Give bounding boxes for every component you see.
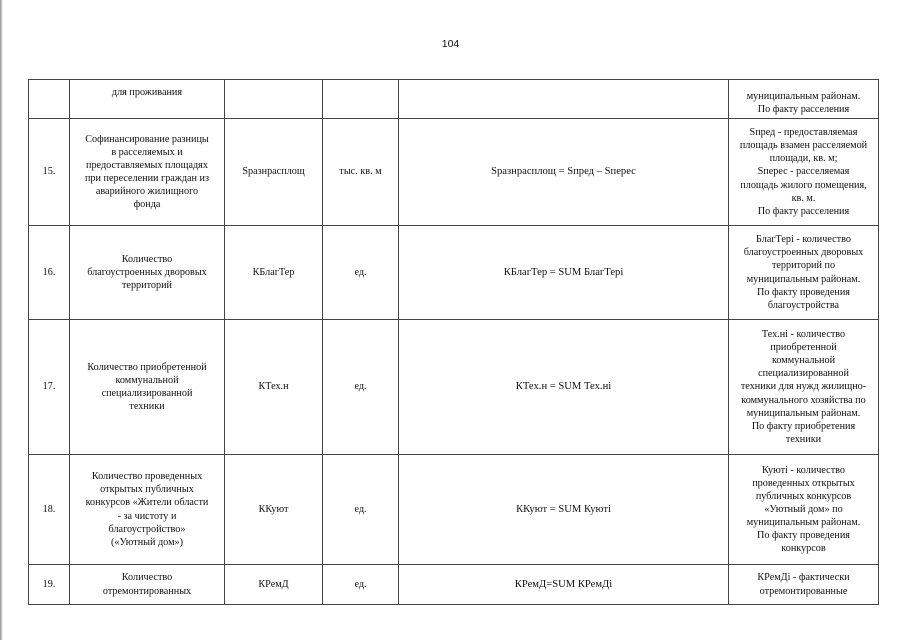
row-number: 19. <box>29 565 70 605</box>
indicator-unit: ед. <box>323 226 399 320</box>
indicator-symbol: КТех.н <box>225 320 323 455</box>
table-row <box>29 226 879 320</box>
indicator-table <box>28 79 879 605</box>
indicator-description: Куютi - количество проведенных открытых публичных конкурсов «Уютный дом» по муниципальным районам. По факту проведения конкурсов <box>729 455 879 565</box>
indicator-name: для проживания <box>70 80 225 119</box>
indicator-unit: ед. <box>323 565 399 605</box>
indicator-name: Количество отремонтированных <box>70 565 225 605</box>
indicator-unit <box>323 80 399 119</box>
indicator-unit: ед. <box>323 455 399 565</box>
scan-edge <box>0 0 3 640</box>
indicator-symbol: Sразнрасплощ <box>225 119 323 226</box>
indicator-name: Софинансирование разницы в расселяемых и предоставляемых площадях при переселении граждан из аварийного жилищного фонда <box>70 119 225 226</box>
indicator-name: Количество благоустроенных дворовых территорий <box>70 226 225 320</box>
indicator-description: Sпред - предоставляемая площадь взамен расселяемой площади, кв. м; Sперес - расселяемая площадь жилого помещения, кв. м. По факту расселения <box>729 119 879 226</box>
page-number: 104 <box>441 38 460 50</box>
indicator-formula: КБлагТер = SUM БлагТерi <box>399 226 729 320</box>
indicator-formula: КТех.н = SUM Тех.нi <box>399 320 729 455</box>
table-row <box>29 455 879 565</box>
indicator-symbol: КБлагТер <box>225 226 323 320</box>
row-number: 16. <box>29 226 70 320</box>
table-row <box>29 565 879 605</box>
row-number: 15. <box>29 119 70 226</box>
indicator-unit: ед. <box>323 320 399 455</box>
indicator-symbol: ККуют <box>225 455 323 565</box>
indicator-unit: тыс. кв. м <box>323 119 399 226</box>
indicator-symbol <box>225 80 323 119</box>
indicator-formula: КРемД=SUM КРемДi <box>399 565 729 605</box>
indicator-formula: Sразнрасплощ = Sпред – Sперес <box>399 119 729 226</box>
table-row <box>29 320 879 455</box>
indicator-description: Тех.нi - количество приобретенной коммунальной специализированной техники для нужд жилищно- коммунального хозяйства по муниципальным районам. По факту приобретения техники <box>729 320 879 455</box>
indicator-symbol: КРемД <box>225 565 323 605</box>
table-row <box>29 119 879 226</box>
indicator-formula <box>399 80 729 119</box>
indicator-name: Количество проведенных открытых публичных конкурсов «Жители области - за чистоту и благоустройство» («Уютный дом») <box>70 455 225 565</box>
row-number <box>29 80 70 119</box>
indicator-formula: ККуют = SUM Куютi <box>399 455 729 565</box>
indicator-description: БлагТерi - количество благоустроенных дворовых территорий по муниципальным районам. По факту проведения благоустройства <box>729 226 879 320</box>
row-number: 18. <box>29 455 70 565</box>
table-row <box>29 80 879 119</box>
indicator-name: Количество приобретенной коммунальной специализированной техники <box>70 320 225 455</box>
indicator-description: муниципальным районам. По факту расселения <box>729 80 879 119</box>
row-number: 17. <box>29 320 70 455</box>
indicator-description: КРемДi - фактически отремонтированные <box>729 565 879 605</box>
